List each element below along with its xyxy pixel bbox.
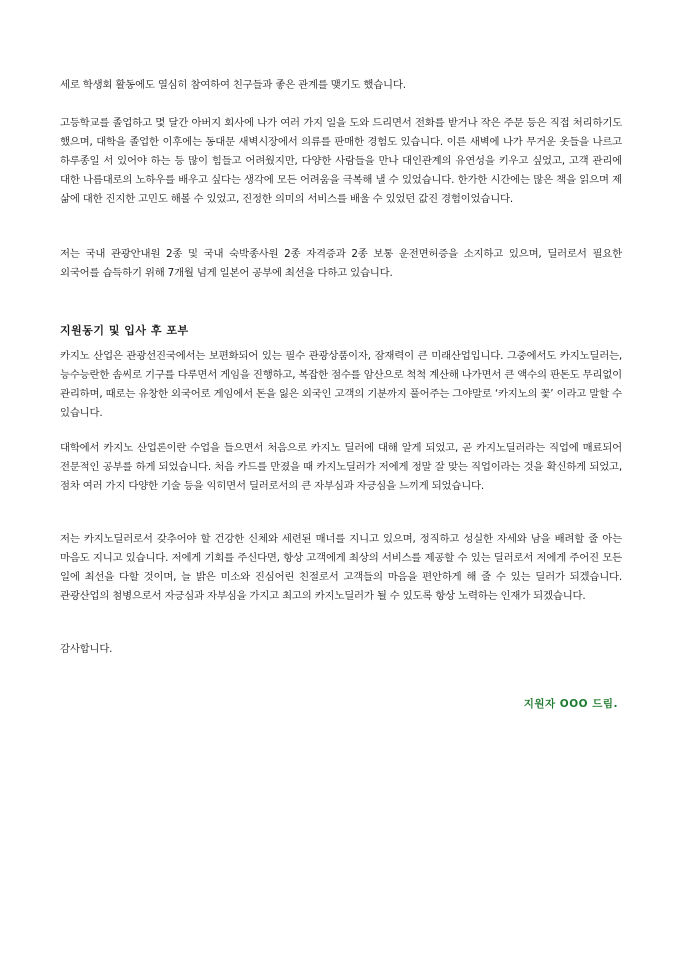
paragraph-aspiration: 저는 카지노딜러로서 갖추어야 할 건강한 신체와 세련된 매너를 지니고 있으며, 정직하고 성실한 자세와 남을 배려할 줄 아는 마음도 지니고 있습니다. 저에게 기회를 주신다면, 항상 고객에게 최상의 서비스를 제공할 수 있는 딜러로서 저에게 주어진 모든 일에 최선을 다할 것이며, 늘 밝은 미소와 진심어린 친절로서 고객들의 마음을 편안하게 해 줄 수 있는 딜러가 되겠습니다. 관광산업의 첨병으로서 자긍심과 자부심을 가지고 최고의 카지노딜러가 될 수 있도록 항상 노력하는 인재가 되겠습니다. [60, 533, 622, 602]
paragraph-motivation: 대학에서 카지노 산업론이란 수업을 들으면서 처음으로 카지노 딜러에 대해 알게 되었고, 곧 카지노딜러라는 직업에 매료되어 전문적인 공부를 하게 되었습니다. 처음 카드를 만졌을 때 카지노딜러가 저에게 정말 잘 맞는 직업이라는 것을 확신하게 되었고, 점차 여러 가지 다양한 기술 등을 익히면서 딜러로서의 큰 자부심과 자긍심을 느끼게 되었습니다. [60, 442, 622, 492]
paragraph-student-council: 세로 학생회 활동에도 열심히 참여하여 친구들과 좋은 관계를 맺기도 했습니다. [60, 79, 406, 91]
signature: 지원자 OOO 드림. [523, 698, 618, 710]
paragraph-certificates: 저는 국내 관광안내원 2종 및 국내 숙박종사원 2종 자격증과 2종 보통 운전면허증을 소지하고 있으며, 딜러로서 필요한 외국어를 습득하기 위해 7개월 넘게 일본어 공부에 최선을 다하고 있습니다. [60, 248, 622, 279]
paragraph-work-experience: 고등학교를 졸업하고 몇 달간 아버지 회사에 나가 여러 가지 일을 도와 드리면서 전화를 받거나 작은 주문 등은 직접 처리하기도 했으며, 대학을 졸업한 이후에는 동대문 새벽시장에서 의류를 판매한 경험도 있습니다. 이른 새벽에 나가 무거운 옷들을 나르고 하루종일 서 있어야 하는 등 많이 힘들고 어려웠지만, 다양한 사람들을 만나 대인관계의 유연성을 키우고 싶었고, 고객 관리에 대한 나름대로의 노하우를 배우고 싶다는 생각에 모든 어려움을 극복해 낼 수 있었습니다. 한가한 시간에는 많은 책을 읽으며 제 삶에 대한 진지한 고민도 해볼 수 있었고, 진정한 의미의 서비스를 배울 수 있었던 값진 경험이었습니다. [60, 117, 622, 205]
paragraph-thanks: 감사합니다. [60, 643, 113, 655]
paragraph-casino-industry: 카지노 산업은 관광선진국에서는 보편화되어 있는 필수 관광상품이자, 잠재력이 큰 미래산업입니다. 그중에서도 카지노딜러는, 능수능란한 솜씨로 기구를 다루면서 게임을 진행하고, 복잡한 점수를 암산으로 척척 계산해 나가면서 큰 액수의 판돈도 무리없이 관리하며, 때로는 유창한 외국어로 게임에서 돈을 잃은 외국인 고객의 기분까지 풀어주는 그야말로 ‘카지노의 꽃’ 이라고 말할 수 있습니다. [60, 350, 622, 419]
section-heading: 지원동기 및 입사 후 포부 [60, 324, 189, 337]
